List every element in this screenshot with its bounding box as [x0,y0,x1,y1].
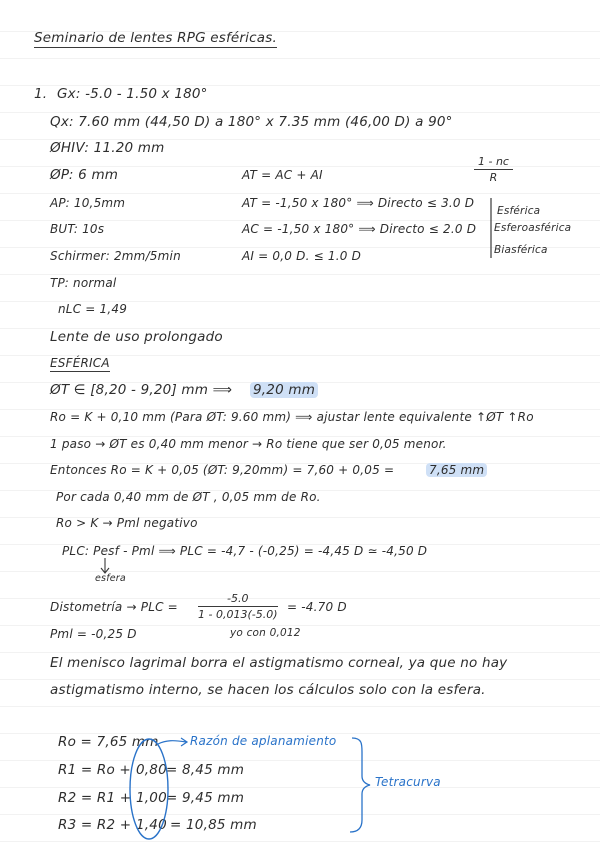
schirmer-line: Schirmer: 2mm/5min [50,249,181,263]
r3-step: 1,40 [136,817,167,833]
nlc-line: nLC = 1,49 [58,302,128,316]
r3-result: = 10,85 mm [170,817,257,833]
fraction-1-nc-r [474,155,513,184]
menisco-line-1: El menisco lagrimal borra el astigmatismo corneal, ya que no hay [50,655,508,671]
tetracurva-brace [350,738,370,832]
distometria-result: = -4.70 D [287,600,347,614]
ac-line: AC = -1,50 x 180° ⟹ Directo ≤ 2.0 D [242,222,477,236]
ro-gt-k-line: Ro > K → Pml negativo [56,516,198,530]
esfera-arrow-icon [101,558,109,573]
distometria-numerator: -5.0 [227,592,249,605]
distometria-label: Distometría → PLC = [50,600,178,614]
page-title: Seminario de lentes RPG esféricas. [34,30,277,46]
distometria-fraction [198,592,278,621]
r1-step: 0,80 [136,762,167,778]
qx-line: Qx: 7.60 mm (44,50 D) a 180° x 7.35 mm (46,00 D) a 90° [50,114,453,130]
pupil-line: ØP: 6 mm [50,167,119,183]
lente-uso-line: Lente de uso prolongado [50,329,223,345]
r2-result: = 9,45 mm [166,790,245,806]
tetracurva-label: Tetracurva [375,775,441,789]
r1-label: R1 = Ro + [58,762,131,778]
r1-result: = 8,45 mm [166,762,245,778]
option-biasferica: Biasférica [494,244,548,256]
fraction-denominator: R [489,171,498,184]
r2-label: R2 = R1 + [58,790,132,806]
entonces-value-highlight: 7,65 mm [426,463,487,477]
paso-line: 1 paso → ØT es 0,40 mm menor → Ro tiene que ser 0,05 menor. [50,437,447,451]
diameter-value [250,382,318,398]
yo-con-note: yo con 0,012 [230,627,301,639]
plc-line: PLC: Pesf - Pml ⟹ PLC = -4,7 - (-0,25) = -4,45 D ≃ -4,50 D [62,544,428,558]
at-formula: AT = AC + AI [242,168,323,182]
tp-line: TP: normal [50,276,117,290]
diameter-range: ØT ∈ [8,20 - 9,20] mm ⟹ [50,382,233,398]
hviv-line: ØHIV: 11.20 mm [50,140,165,156]
ro-formula: Ro = K + 0,10 mm (Para ØT: 9.60 mm) ⟹ ajustar lente equivalente ↑ØT ↑Ro [50,410,534,424]
pml-line: Pml = -0,25 D [50,627,137,641]
razon-aplanamiento: Razón de aplanamiento [190,734,337,748]
but-line: BUT: 10s [50,222,105,236]
diameter-value-highlight: 9,20 mm [250,382,318,398]
esferica-heading: ESFÉRICA [50,356,110,370]
item-number: 1. [34,86,48,102]
option-esferoasferica: Esferoasférica [494,222,572,234]
entonces-value [426,463,487,477]
distometria-fraction-bar [198,606,278,607]
r3-label: R3 = R2 + [58,817,132,833]
gx-line: Gx: -5.0 - 1.50 x 180° [57,86,208,102]
razon-arrow-icon [158,738,187,746]
fraction-bar [474,169,513,170]
option-esferica: Esférica [497,205,541,217]
at-line: AT = -1,50 x 180° ⟹ Directo ≤ 3.0 D [242,196,475,210]
ai-line: AI = 0,0 D. ≤ 1.0 D [242,249,362,263]
esfera-label: esfera [95,573,126,584]
r0-line: Ro = 7,65 mm [58,734,159,750]
fraction-numerator: 1 - nc [478,155,509,168]
ap-line: AP: 10,5mm [50,196,126,210]
menisco-line-2: astigmatismo interno, se hacen los cálculos solo con la esfera. [50,682,486,698]
por-cada-line: Por cada 0,40 mm de ØT , 0,05 mm de Ro. [56,490,321,504]
distometria-denominator: 1 - 0,013(-5.0) [198,608,278,621]
entonces-line: Entonces Ro = K + 0,05 (ØT: 9,20mm) = 7,60 + 0,05 = [50,463,395,477]
r2-step: 1,00 [136,790,167,806]
